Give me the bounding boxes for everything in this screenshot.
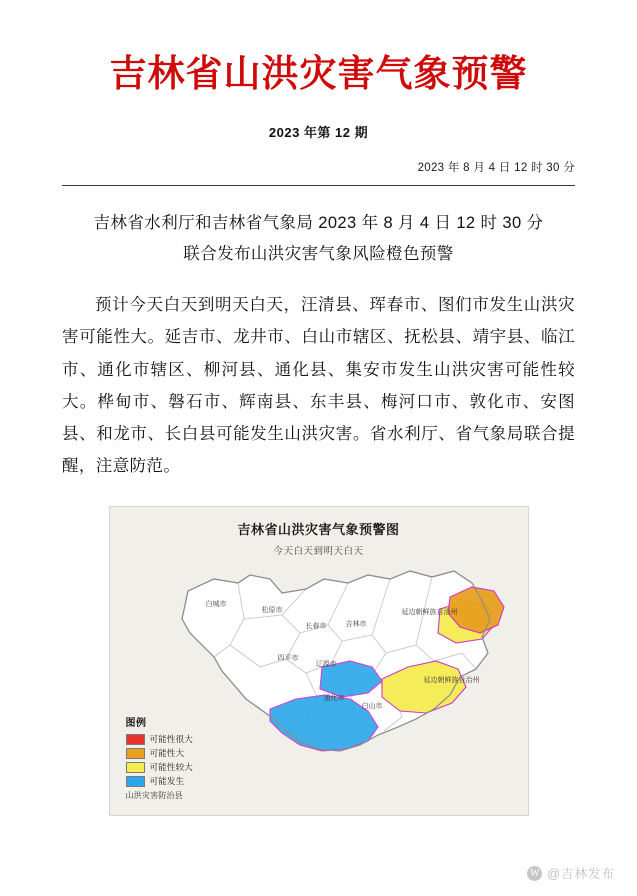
lead-paragraph (62, 208, 575, 269)
page-title: 吉林省山洪灾害气象预警 (109, 54, 528, 95)
map-label: 长春市 (305, 623, 327, 631)
map-label: 延边朝鲜族自治州 (401, 609, 458, 617)
map-label: 延边朝鲜族自治州 (423, 677, 480, 685)
legend-label: 可能性大 (149, 748, 185, 759)
header-divider (62, 185, 575, 186)
map-label: 四平市 (277, 655, 299, 663)
warning-map-figure (109, 506, 529, 816)
map-legend (126, 714, 238, 801)
timestamp-row (62, 159, 575, 175)
legend-item-very-high (126, 733, 238, 745)
legend-label: 可能性较大 (149, 762, 194, 773)
issue-timestamp: 2023 年 8 月 4 日 12 时 30 分 (417, 162, 575, 175)
lead-line-1: 吉林省水利厅和吉林省气象局 2023 年 8 月 4 日 12 时 30 分 (93, 214, 544, 233)
legend-label: 可能性很大 (149, 734, 194, 745)
map-label: 吉林市 (345, 621, 367, 629)
map-subtitle: 今天白天到明天白天 (273, 546, 364, 558)
legend-title: 图例 (125, 718, 147, 730)
map-title: 吉林省山洪灾害气象预警图 (237, 522, 400, 538)
map-label: 白城市 (205, 601, 227, 609)
legend-swatch-icon (126, 776, 145, 787)
legend-label: 可能发生 (149, 776, 185, 787)
lead-line-2: 联合发布山洪灾害气象风险橙色预警 (183, 244, 454, 263)
legend-swatch-icon (126, 748, 145, 759)
source-watermark (527, 864, 615, 882)
legend-item-high (126, 747, 238, 759)
map-label: 辽源市 (315, 661, 337, 669)
legend-note: 山洪灾害防治县 (125, 791, 183, 801)
map-label: 白山市 (361, 703, 383, 711)
legend-item-moderate (126, 761, 238, 773)
legend-swatch-icon (126, 762, 145, 773)
issue-number: 2023 年第 12 期 (268, 125, 369, 141)
map-label: 通化市 (323, 695, 345, 703)
map-label: 松原市 (261, 607, 283, 615)
legend-swatch-icon (126, 734, 145, 745)
source-account-name: @吉林发布 (547, 867, 615, 881)
weibo-icon: W (527, 866, 542, 881)
body-paragraph: 预计今天白天到明天白天，汪清县、珲春市、图们市发生山洪灾害可能性大。延吉市、龙井市、白山市辖区、抚松县、靖宇县、临江市、通化市辖区、柳河县、通化县、集安市发生山洪灾害可能性较大。桦甸市、磐石市、辉南县、东丰县、梅河口市、敦化市、安图县、和龙市、长白县可能发生山洪灾害。省水利厅、省气象局联合提醒，注意防范。 (62, 296, 575, 476)
legend-item-possible (126, 775, 238, 787)
